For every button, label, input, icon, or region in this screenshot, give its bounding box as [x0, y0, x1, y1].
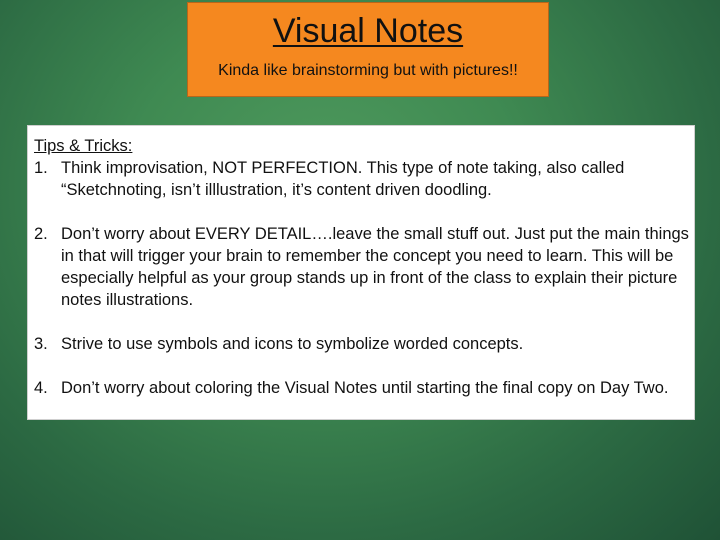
slide-title: Visual Notes	[272, 12, 464, 50]
tip-item-3	[34, 333, 690, 355]
tip-item-2	[34, 223, 690, 311]
tips-heading: Tips & Tricks:	[34, 137, 133, 155]
tip-text: Don’t worry about EVERY DETAIL….leave the small stuff out. Just put the main things in that will trigger your brain to remember the concept you need to learn. This will be especially helpful as your group stands up in front of the class to explain their picture notes illustrations.	[61, 225, 689, 309]
tip-text: Think improvisation, NOT PERFECTION. This type of note taking, also called “Sketchnoting, isn’t illlustration, it’s content driven doodling.	[61, 159, 625, 199]
tip-number: 1.	[34, 159, 48, 177]
tips-content-box	[27, 125, 695, 420]
tip-number: 2.	[34, 225, 48, 243]
tip-text: Strive to use symbols and icons to symbolize worded concepts.	[61, 335, 524, 353]
tip-item-1	[34, 157, 690, 201]
tip-item-4	[34, 377, 690, 399]
tip-text: Don’t worry about coloring the Visual Notes until starting the final copy on Day Two.	[61, 379, 669, 397]
tip-number: 3.	[34, 335, 48, 353]
slide-subtitle: Kinda like brainstorming but with pictures!!	[218, 62, 518, 79]
tip-number: 4.	[34, 379, 48, 397]
title-box	[187, 2, 549, 97]
